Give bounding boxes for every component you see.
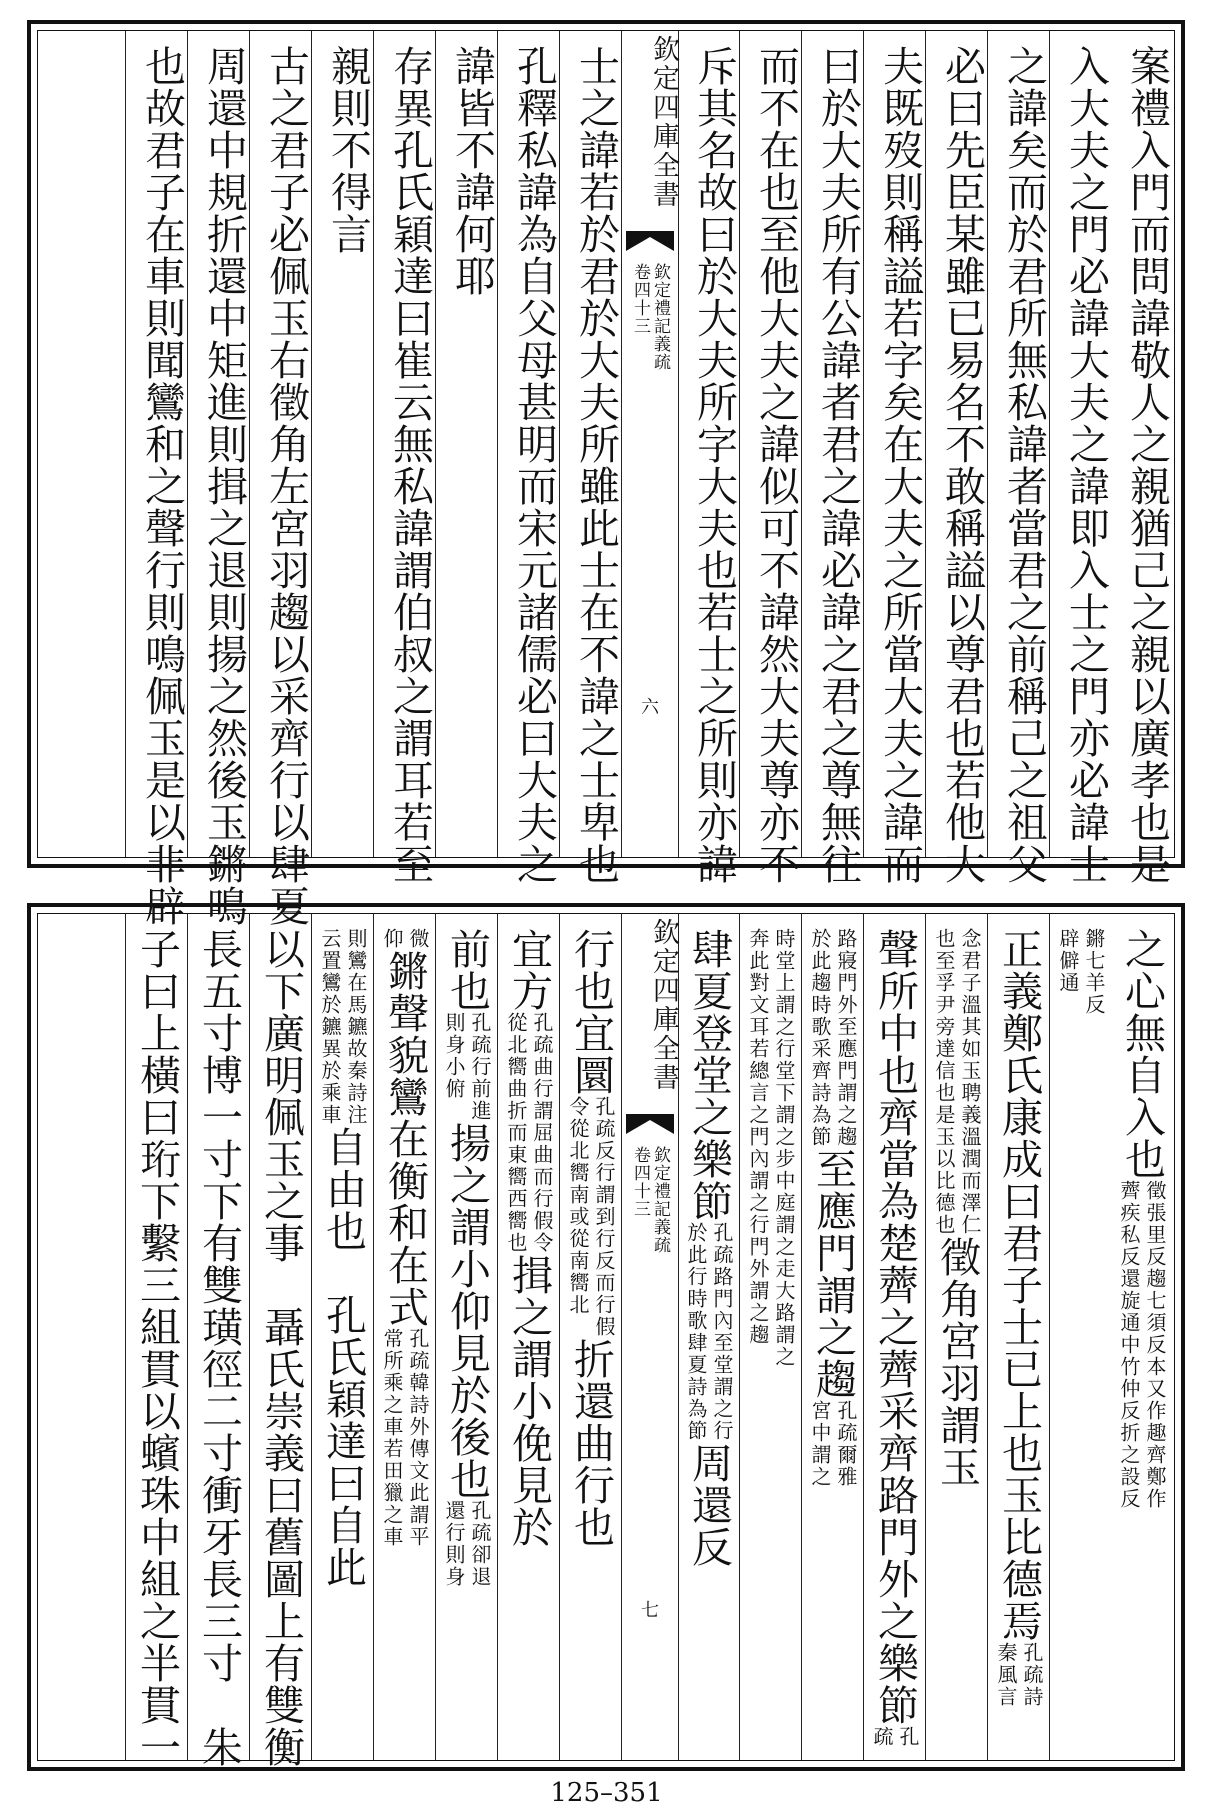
page-footer-number: 125–351 [550,1778,663,1808]
column-text: 也故君子在車則聞鸞和之聲行則鳴佩玉是以非辟 [138,45,186,927]
commentary-note [381,928,429,950]
column-text: 古之君子必佩玉右徵角左宮羽趨以采齊行以肆夏 [262,45,310,927]
right-column-4 [925,31,988,885]
commentary-note-line: 從北嚮曲折而東嚮西嚮也 [504,1012,528,1254]
commentary-note-line: 孔疏爾雅 [834,1400,858,1488]
right-column-5 [863,914,926,1760]
center-margin [621,31,679,857]
right-column-3 [987,914,1050,1760]
commentary-note [505,1012,553,1254]
commentary-note [1118,1180,1166,1510]
column-text: 案禮入門而問諱敬人之親猶己之親以廣孝也是 [1123,45,1171,885]
commentary-note-line: 孔疏行前進 [468,1012,492,1122]
center-book-subtitle: 欽定禮記義疏 [650,263,670,371]
commentary-note-line: 也至孚尹旁達信也是玉以比德也 [932,928,956,1236]
right-column-6 [801,31,864,885]
center-book-subtitle: 欽定禮記義疏 [650,1146,670,1254]
center-margin [621,914,679,1760]
right-column-8 [677,914,740,1760]
commentary-note-line: 薺疾私反還旋通中竹仲反折之設反 [1117,1180,1141,1510]
column-main-text-continued: 自由也 孔氏穎達曰自此 [319,1126,367,1588]
column-text: 入大夫之門必諱大夫之諱即入士之門亦必諱士 [1062,45,1110,885]
left-column-3 [435,31,498,857]
left-column-4 [373,914,436,1760]
right-column-3 [987,31,1050,885]
commentary-note-line: 奔此對文耳若總言之門內謂之行門外謂之趨 [746,928,770,1346]
column-main-text: 聲所中也齊當為楚薺之薺采齊路門外之樂節 [871,928,919,1726]
commentary-note-line: 孔 [896,1726,920,1748]
column-main-text-continued: 揖之謂小俛見於 [505,1254,553,1548]
commentary-note-line: 孔疏路門內至堂謂之行 [710,1222,734,1442]
column-main-text: 以下廣明佩玉之事 聶氏崇義曰舊圖上有雙衡 [257,928,305,1768]
commentary-note-line: 於此行時歌肆夏詩為節 [684,1222,708,1442]
commentary-note-line: 常所乘之車若田獵之車 [380,1328,404,1548]
left-column-8 [125,31,188,927]
top-page-frame [27,20,1185,927]
top-page-inner-border [37,30,1175,927]
column-main-text: 子曰上橫曰珩下繫三組貫以蠙珠中組之半貫一 [133,928,181,1768]
commentary-note-line: 還行則身 [442,1500,466,1588]
column-text: 之諱矣而於君所無私諱者當君之前稱己之祖父 [1000,45,1048,885]
column-text: 周還中規折還中矩進則揖之退則揚之然後玉鏘鳴 [200,45,248,927]
column-text: 曰於大夫所有公諱者君之諱必諱之君之尊無往 [814,45,862,885]
fishtail-mark-upper [626,1114,674,1134]
column-text: 親則不得言 [324,45,372,255]
commentary-note-line: 則身小俯 [442,1012,466,1100]
left-column-5 [311,914,374,1760]
commentary-note-line: 則鸞在馬鑣故秦詩注 [344,928,368,1126]
column-main-text-continued: 鏘聲貌鸞在衡和在式 [381,950,429,1328]
right-column-1 [1111,914,1173,1760]
commentary-note-line: 鏘七羊反 [1082,928,1106,1016]
center-page-number: 六 [641,697,659,718]
commentary-note-line: 時堂上謂之行堂下謂之步中庭謂之走大路謂之 [772,928,796,1368]
center-volume: 卷四十三 [630,1146,650,1218]
right-column-5 [863,31,926,885]
commentary-note [809,928,857,1148]
left-column-1 [559,914,622,1760]
commentary-note-line: 秦風言 [994,1642,1018,1708]
commentary-note-line: 念君子溫其如玉聘義溫潤而澤仁 [958,928,982,1236]
column-text: 必曰先臣某雖已易名不敢稱謚以尊君也若他大 [938,45,986,885]
column-main-text-continued: 至應門謂之趨 [809,1148,857,1400]
commentary-note-line: 徵張里反趨七須反本又作趣齊鄭作 [1143,1180,1167,1510]
column-text: 存異孔氏穎達曰崔云無私諱謂伯叔之謂耳若至 [386,45,434,885]
commentary-note-line: 疏 [870,1726,894,1748]
right-column-4 [925,914,988,1760]
left-column-6 [249,31,312,927]
commentary-note [319,928,367,1126]
center-volume: 卷四十三 [630,263,650,335]
commentary-note-line: 孔疏反行謂到行反而行假 [592,1096,616,1338]
left-column-2 [497,914,560,1760]
column-text: 夫既歿則稱謚若字矣在大夫之所當大夫之諱而 [876,45,924,885]
column-main-text: 宜方 [505,928,553,1012]
commentary-note-line: 路寢門外至應門謂之趨 [834,928,858,1148]
column-main-text: 之心無自入也 [1118,928,1166,1180]
commentary-note-line: 宮中謂之 [808,1400,832,1488]
left-column-1 [559,31,622,885]
commentary-note [685,1222,733,1442]
center-title: 欽定四庫全書 [648,918,679,1092]
left-column-7 [187,31,250,927]
column-text: 而不在也至他大夫之諱似可不諱然大夫尊亦不 [752,45,800,885]
commentary-note [871,1726,919,1748]
left-column-8 [125,914,188,1768]
column-text: 諱皆不諱何耶 [448,45,496,297]
column-main-text: 前也 [443,928,491,1012]
commentary-note-line: 孔疏卻退 [468,1500,492,1588]
column-main-text: 行也宜圜 [567,928,615,1096]
commentary-note-line: 孔疏曲行謂屈曲而行假令 [530,1012,554,1254]
commentary-note [809,1400,857,1488]
column-text: 斥其名故曰於大夫所字大夫也若士之所則亦諱 [690,45,738,885]
commentary-note [747,928,795,1368]
column-main-text-continued: 揚之謂小仰見於後也 [443,1122,491,1500]
commentary-note-line: 微 [406,928,430,950]
column-main-text: 長五寸博一寸下有雙璜徑二寸衝牙長三寸 朱 [195,928,243,1768]
commentary-note-line: 云置鸞於鑣異於乘車 [318,928,342,1126]
column-main-text-continued: 徵角宮羽謂玉 [933,1236,981,1488]
right-column-2 [1049,31,1112,885]
center-page-number: 七 [641,1600,659,1621]
left-column-2 [497,31,560,885]
bottom-page-frame [27,903,1185,1771]
bottom-page-inner-border [37,913,1175,1768]
right-column-6 [801,914,864,1760]
commentary-note [933,928,981,1236]
commentary-note [995,1642,1043,1708]
right-column-8 [677,31,740,885]
column-text: 孔釋私諱為自父母甚明而宋元諸儒必曰大夫之 [510,45,558,885]
right-column-1 [1111,31,1173,885]
commentary-note-line: 辟僻通 [1056,928,1080,994]
commentary-note [1057,928,1105,1016]
right-column-2 [1049,914,1112,1760]
left-column-5 [311,31,374,857]
left-column-3 [435,914,498,1760]
commentary-note [443,1012,491,1122]
column-text: 士之諱若於君於大夫所雖此士在不諱之士卑也 [572,45,620,885]
left-column-7 [187,914,250,1768]
commentary-note-line: 仰 [380,928,404,950]
fishtail-mark-upper [626,231,674,251]
column-main-text: 正義鄭氏康成曰君子士已上也玉比德焉 [995,928,1043,1642]
column-main-text: 肆夏登堂之樂節 [685,928,733,1222]
commentary-note-line: 於此趨時歌采齊詩為節 [808,928,832,1148]
center-title: 欽定四庫全書 [648,35,679,209]
column-main-text-continued: 折還曲行也 [567,1338,615,1548]
right-column-7 [739,31,802,885]
commentary-note [443,1500,491,1588]
left-column-6 [249,914,312,1768]
commentary-note-line: 孔疏詩 [1020,1642,1044,1708]
commentary-note-line: 令從北嚮南或從南嚮北 [566,1096,590,1316]
right-column-7 [739,914,802,1760]
commentary-note-line: 孔疏韓詩外傳文此謂平 [406,1328,430,1548]
commentary-note [567,1096,615,1338]
commentary-note [381,1328,429,1548]
left-column-4 [373,31,436,885]
column-main-text-continued: 周還反 [685,1442,733,1568]
